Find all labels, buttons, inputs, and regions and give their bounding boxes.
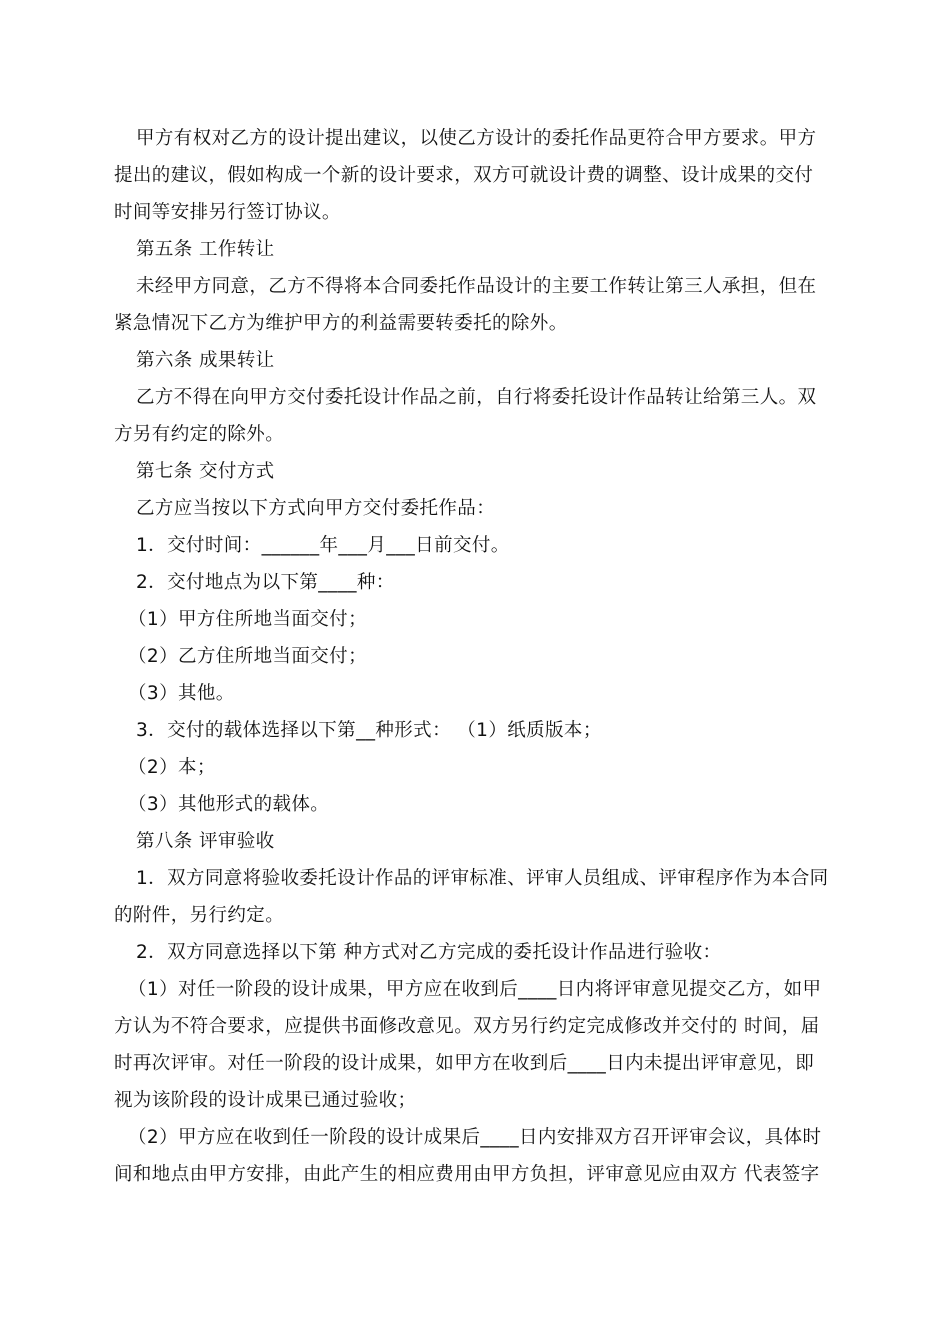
paragraph-line: 方另有约定的除外。 [114, 424, 285, 445]
paragraph-line: 的附件，另行约定。 [114, 905, 285, 926]
paragraph-line: 甲方有权对乙方的设计提出建议，以使乙方设计的委托作品更符合甲方要求。甲方 [136, 128, 817, 149]
list-item: （1）甲方住所地当面交付； [128, 609, 367, 630]
paragraph-line: 间和地点由甲方安排，由此产生的相应费用由甲方负担，评审意见应由双方 代表签字 [114, 1164, 820, 1185]
list-item: （1）对任一阶段的设计成果，甲方应在收到后____日内将评审意见提交乙方，如甲 [128, 979, 822, 1000]
paragraph-line: 时间等安排另行签订协议。 [114, 202, 341, 223]
list-item: 3．交付的载体选择以下第__种形式： （1）纸质版本； [136, 720, 602, 741]
list-item: （3）其他。 [128, 683, 235, 704]
list-item: 2．交付地点为以下第____种： [136, 572, 395, 593]
list-item: （2）乙方住所地当面交付； [128, 646, 367, 667]
section-heading: 第七条 交付方式 [136, 461, 275, 482]
paragraph-line: 未经甲方同意，乙方不得将本合同委托作品设计的主要工作转让第三人承担，但在 [136, 276, 817, 297]
paragraph-line: 时再次评审。对任一阶段的设计成果，如甲方在收到后____日内未提出评审意见，即 [114, 1053, 815, 1074]
list-item: 2．双方同意选择以下第 种方式对乙方完成的委托设计作品进行验收： [136, 942, 722, 963]
list-item: 1．交付时间：______年___月___日前交付。 [136, 535, 510, 556]
list-item: （2）本； [128, 757, 216, 778]
paragraph-line: 视为该阶段的设计成果已通过验收； [114, 1090, 417, 1111]
paragraph-line: 乙方不得在向甲方交付委托设计作品之前，自行将委托设计作品转让给第三人。双 [136, 387, 817, 408]
paragraph-line: 提出的建议，假如构成一个新的设计要求，双方可就设计费的调整、设计成果的交付 [114, 165, 814, 186]
paragraph-line: 乙方应当按以下方式向甲方交付委托作品： [136, 498, 496, 519]
section-heading: 第五条 工作转让 [136, 239, 275, 260]
section-heading: 第八条 评审验收 [136, 831, 275, 852]
document-body [114, 120, 836, 1193]
list-item: （2）甲方应在收到任一阶段的设计成果后____日内安排双方召开评审会议，具体时 [128, 1127, 822, 1148]
section-heading: 第六条 成果转让 [136, 350, 275, 371]
paragraph-line: 方认为不符合要求，应提供书面修改意见。双方另行约定完成修改并交付的 时间，届 [114, 1016, 820, 1037]
list-item: 1．双方同意将验收委托设计作品的评审标准、评审人员组成、评审程序作为本合同 [136, 868, 829, 889]
list-item: （3）其他形式的载体。 [128, 794, 330, 815]
paragraph-line: 紧急情况下乙方为维护甲方的利益需要转委托的除外。 [114, 313, 568, 334]
